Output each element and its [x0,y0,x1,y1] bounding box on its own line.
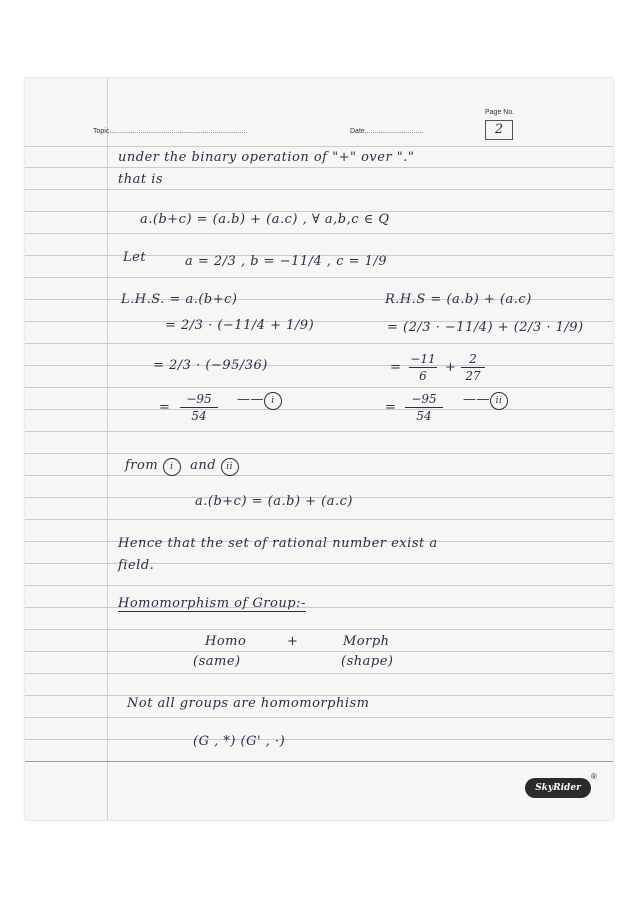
text-line: that is [118,172,164,187]
ruled-line [25,717,613,718]
result-marker-1: —— i [237,392,282,410]
ruled-line [25,629,613,630]
skyrider-logo: SkyRider [525,778,591,798]
fraction: 2 27 [461,352,485,383]
lhs-line-1: L.H.S. = a.(b+c) [121,292,238,307]
page-no-label: Page No. [485,109,515,116]
distributive-law: a.(b+c) = (a.b) + (a.c) , ∀ a,b,c ∈ Q [140,212,390,227]
plus-sign: + [445,360,457,375]
ruled-line [25,233,613,234]
result-marker-2: —— ii [463,392,508,410]
ruled-line [25,563,613,564]
section-heading: Homomorphism of Group:- [118,596,306,611]
ruled-line [25,387,613,388]
ruled-line [25,453,613,454]
text-line: under the binary operation of "+" over "." [118,150,415,165]
ruled-line [25,475,613,476]
fraction: −95 54 [180,392,218,423]
hence-line-1: Hence that the set of rational number exist a [118,536,438,551]
lhs-line-3: = 2/3 · (−95/36) [153,358,268,373]
lhs-equals: = [159,400,171,415]
ruled-line [25,146,613,147]
ruled-line [25,277,613,278]
ruled-line [25,673,613,674]
registered-mark: ® [591,772,597,781]
given-values: a = 2/3 , b = −11/4 , c = 1/9 [185,254,388,269]
rhs-line-2: = (2/3 · −11/4) + (2/3 · 1/9) [387,320,584,335]
date-label: Date.............................. [350,128,424,135]
lhs-line-2: = 2/3 · (−11/4 + 1/9) [165,318,315,333]
group-examples: (G , *) (G' , ·) [193,734,286,749]
ruled-line [25,739,613,740]
rhs-equals: = [385,400,397,415]
page-number: 2 [485,120,513,140]
morph-word: Morph [343,634,390,649]
notebook-page [25,78,613,820]
ruled-line [25,651,613,652]
conclusion-equation: a.(b+c) = (a.b) + (a.c) [195,494,353,509]
rhs-equals: = [390,360,402,375]
ruled-line [25,189,613,190]
ruled-line [25,761,613,762]
plus-sign: + [287,634,299,649]
ruled-line [25,607,613,608]
from-line: from i and ii [125,458,239,476]
ruled-line [25,431,613,432]
fraction: −95 54 [405,392,443,423]
ruled-line [25,585,613,586]
fraction: −11 6 [410,352,436,383]
ruled-line [25,409,613,410]
ruled-line [25,365,613,366]
not-all-line: Not all groups are homomorphism [127,696,370,711]
let-label: Let [123,250,147,265]
ruled-line [25,167,613,168]
ruled-line [25,343,613,344]
same-word: (same) [193,654,241,669]
rhs-line-1: R.H.S = (a.b) + (a.c) [385,292,532,307]
ruled-line [25,519,613,520]
shape-word: (shape) [341,654,394,669]
hence-line-2: field. [118,558,155,573]
topic-label: Topic....................................................................... [93,128,248,135]
homo-word: Homo [205,634,247,649]
